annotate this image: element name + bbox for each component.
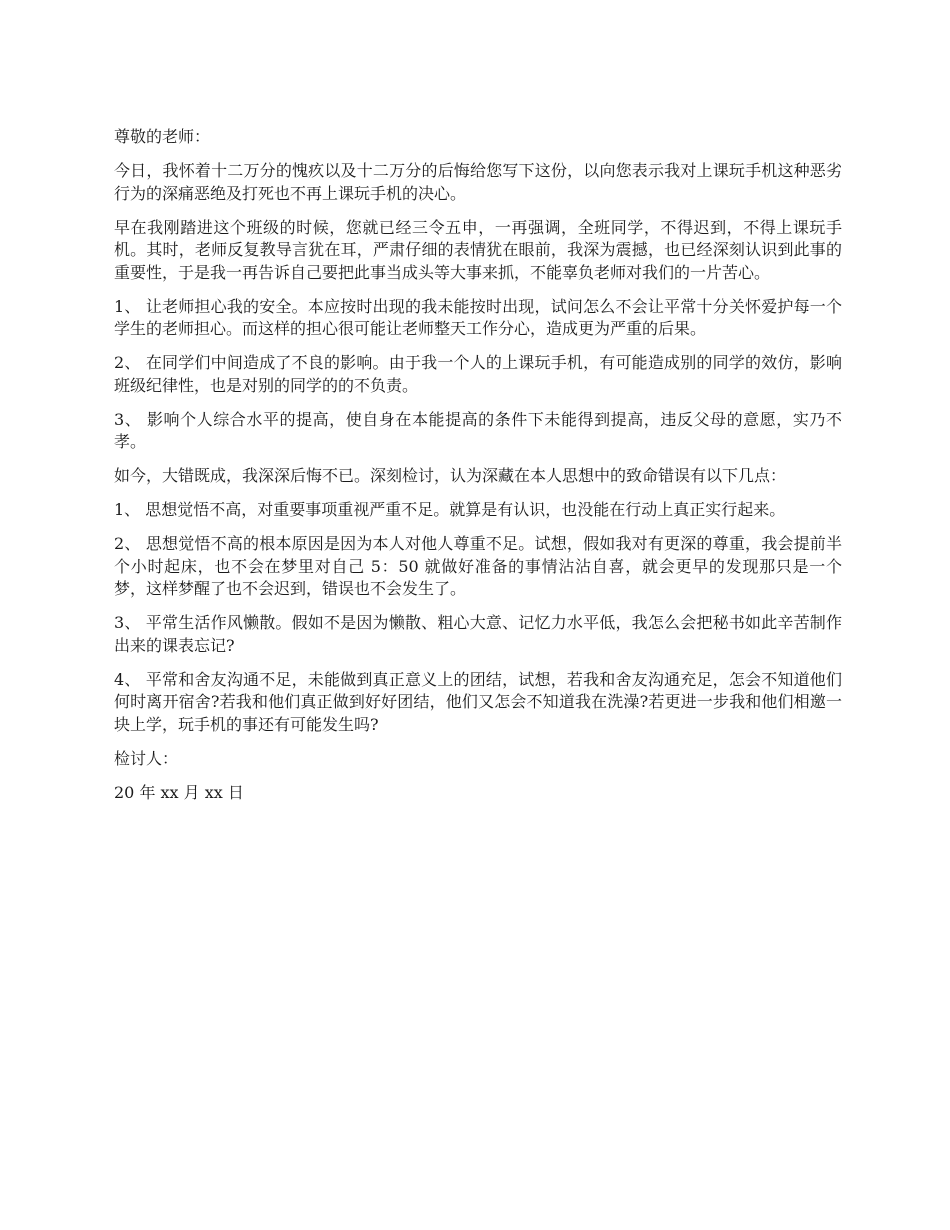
paragraph-consequence-3: 3、 影响个人综合水平的提高，使自身在本能提高的条件下未能得到提高，违反父母的意愿，实乃不孝。 (114, 409, 842, 451)
paragraph-error-2: 2、 思想觉悟不高的根本原因是因为本人对他人尊重不足。试想，假如我对有更深的尊重，我会提前半个小时起床，也不会在梦里对自己 5：50 就做好准备的事情沾沾自喜，就会更早的发现那只是一个梦，这样梦醒了也不会迟到，错误也不会发生了。 (114, 534, 842, 598)
paragraph-error-4: 4、 平常和舍友沟通不足，未能做到真正意义上的团结，试想，若我和舍友沟通充足，怎会不知道他们何时离开宿舍?若我和他们真正做到好好团结，他们又怎会不知道我在洗澡?若更进一步我和他们相邀一块上学，玩手机的事还有可能发生吗? (114, 669, 842, 734)
paragraph-consequence-2: 2、 在同学们中间造成了不良的影响。由于我一个人的上课玩手机，有可能造成别的同学的效仿，影响班级纪律性，也是对别的同学的的不负责。 (114, 353, 842, 395)
document-page (114, 126, 842, 816)
paragraph-error-1: 1、 思想觉悟不高，对重要事项重视严重不足。就算是有认识，也没能在行动上真正实行起来。 (114, 500, 786, 519)
paragraph-reflection: 如今，大错既成，我深深后悔不已。深刻检讨，认为深藏在本人思想中的致命错误有以下几点： (114, 466, 787, 485)
date-line: 20 年 xx 月 xx 日 (114, 782, 244, 802)
salutation: 尊敬的老师： (114, 127, 211, 146)
paragraph-consequence-1: 1、 让老师担心我的安全。本应按时出现的我未能按时出现，试问怎么不会让平常十分关怀爱护每一个学生的老师担心。而这样的担心很可能让老师整天工作分心，造成更为严重的后果。 (114, 296, 842, 338)
signature-line: 检讨人： (114, 748, 179, 768)
paragraph-background: 早在我刚踏进这个班级的时候，您就已经三令五申，一再强调，全班同学，不得迟到，不得上课玩手机。其时，老师反复教导言犹在耳，严肃仔细的表情犹在眼前，我深为震撼，也已经深刻认识到此事的重要性，于是我一再告诉自己要把此事当成头等大事来抓，不能辜负老师对我们的一片苦心。 (114, 217, 842, 282)
paragraph-error-3: 3、 平常生活作风懒散。假如不是因为懒散、粗心大意、记忆力水平低，我怎么会把秘书如此辛苦制作出来的课表忘记? (114, 613, 842, 655)
paragraph-intro: 今日，我怀着十二万分的愧疚以及十二万分的后悔给您写下这份，以向您表示我对上课玩手机这种恶劣行为的深痛恶绝及打死也不再上课玩手机的决心。 (114, 161, 842, 203)
